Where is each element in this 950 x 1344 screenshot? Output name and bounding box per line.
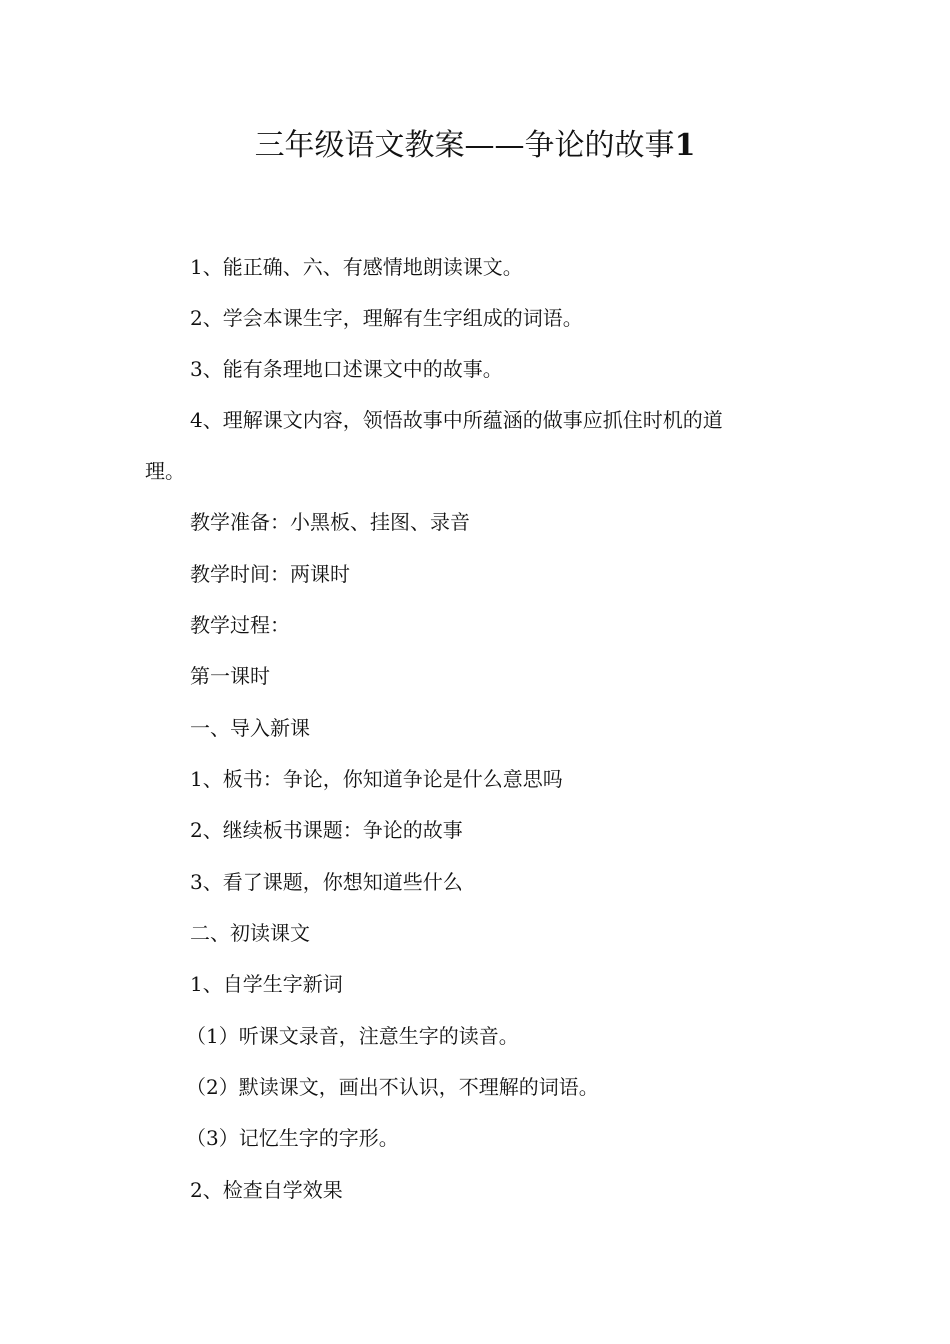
teaching-time: 教学时间：两课时 xyxy=(190,562,350,586)
objective-2: 2、学会本课生字，理解有生字组成的词语。 xyxy=(190,306,583,330)
objective-1: 1、能正确、六、有感情地朗读课文。 xyxy=(190,255,523,279)
step-1-3: 3、看了课题，你想知道些什么 xyxy=(190,870,463,894)
objective-4-continued: 理。 xyxy=(145,459,185,483)
teaching-preparation: 教学准备：小黑板、挂图、录音 xyxy=(190,510,470,534)
objective-4: 4、理解课文内容，领悟故事中所蕴涵的做事应抓住时机的道 xyxy=(190,408,723,432)
teaching-process-heading: 教学过程： xyxy=(190,613,290,637)
title-number: 1 xyxy=(674,128,696,163)
section-one-heading: 一、导入新课 xyxy=(190,716,310,740)
objective-3: 3、能有条理地口述课文中的故事。 xyxy=(190,357,503,381)
substep-1: （1）听课文录音，注意生字的读音。 xyxy=(186,1024,519,1048)
section-two-heading: 二、初读课文 xyxy=(190,921,310,945)
substep-3: （3）记忆生字的字形。 xyxy=(186,1126,399,1150)
lesson-one-heading: 第一课时 xyxy=(190,664,270,688)
step-2-1: 1、自学生字新词 xyxy=(190,972,343,996)
document-title xyxy=(0,124,950,168)
step-1-1: 1、板书：争论，你知道争论是什么意思吗 xyxy=(190,767,563,791)
step-2-2: 2、检查自学效果 xyxy=(190,1178,343,1202)
substep-2: （2）默读课文，画出不认识，不理解的词语。 xyxy=(186,1075,599,1099)
title-text: 三年级语文教案——争论的故事 xyxy=(254,128,675,163)
step-1-2: 2、继续板书课题：争论的故事 xyxy=(190,818,463,842)
